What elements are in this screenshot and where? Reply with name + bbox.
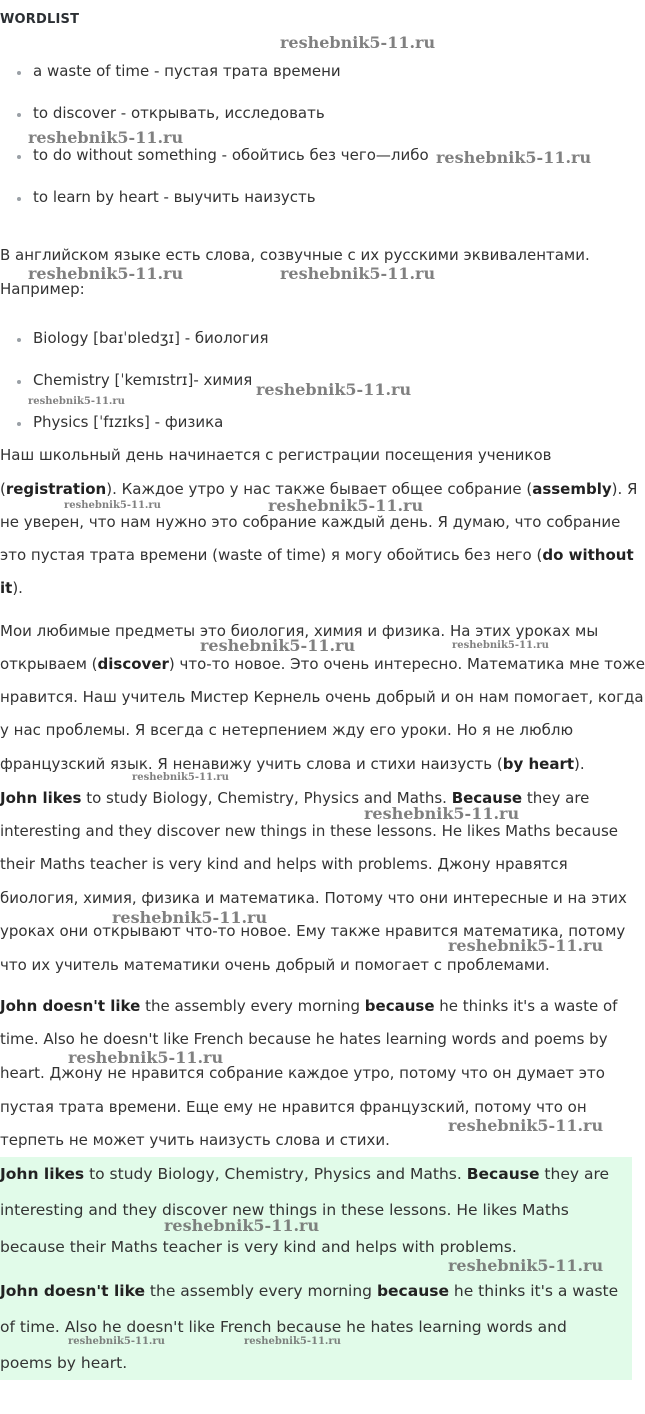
keyword: discover (97, 655, 169, 673)
watermark: reshebnik5-11.ru (364, 804, 520, 823)
text-span: ). (574, 755, 585, 773)
text-line: interesting and they discover new things in these lessons. He likes Maths because (0, 822, 619, 840)
bullet-icon (17, 380, 21, 384)
text-line (0, 997, 617, 1015)
wordlist-item: to discover - открывать, исследовать (33, 104, 325, 122)
text-line: терпеть не может учить наизусть слова и стихи. (0, 1131, 390, 1149)
watermark: reshebnik5-11.ru (256, 380, 412, 399)
text-line (0, 655, 645, 673)
watermark: reshebnik5-11.ru (112, 908, 268, 927)
keyword: Because (466, 1165, 540, 1183)
watermark: reshebnik5-11.ru (280, 264, 436, 283)
text-line: у нас проблемы. Я всегда с нетерпением жду его уроки. Но я не люблю (0, 721, 574, 739)
keyword: by heart (502, 755, 575, 773)
watermark: reshebnik5-11.ru (164, 1216, 320, 1235)
keyword: John likes (0, 789, 82, 807)
bullet-icon (17, 155, 21, 159)
keyword: it (0, 579, 13, 597)
wordlist-heading: WORDLIST (0, 12, 80, 27)
keyword: because (376, 1282, 449, 1300)
text-line: Наш школьный день начинается с регистрации посещения учеников (0, 446, 552, 464)
text-line (0, 579, 23, 597)
keyword: because (364, 997, 435, 1015)
text-span: ). Каждое утро у нас также бывает общее собрание ( (106, 480, 533, 498)
wordlist-item: to learn by heart - выучить наизусть (33, 188, 316, 206)
bullet-icon (17, 338, 21, 342)
text-span: ) что-то новое. Это очень интересно. Математика мне тоже (168, 655, 645, 673)
watermark: reshebnik5-11.ru (448, 936, 604, 955)
keyword: John likes (0, 1165, 85, 1183)
watermark: reshebnik5-11.ru (436, 148, 592, 167)
cognate-item: Physics [ˈfɪzɪks] - физика (33, 413, 224, 431)
text-line: уроках они открывают что-то новое. Ему также нравится математика, потому (0, 922, 626, 940)
text-span: это пустая трата времени (waste of time) я могу обойтись без него ( (0, 546, 543, 564)
keyword: registration (5, 480, 107, 498)
text-line (0, 546, 634, 564)
watermark: reshebnik5-11.ru (244, 1336, 341, 1347)
bullet-icon (17, 197, 21, 201)
text-span: he thinks it's a waste of (434, 997, 618, 1015)
watermark: reshebnik5-11.ru (28, 128, 184, 147)
text-span: to study Biology, Chemistry, Physics and Maths. (84, 1165, 467, 1183)
text-span: открываем ( (0, 655, 98, 673)
text-line: пустая трата времени. Еще ему не нравится французский, потому что он (0, 1098, 587, 1116)
wordlist-item: a waste of time - пустая трата времени (33, 62, 341, 80)
watermark: reshebnik5-11.ru (28, 396, 125, 407)
text-span: the assembly every morning (140, 997, 365, 1015)
watermark: reshebnik5-11.ru (28, 264, 184, 283)
text-line: poems by heart. (0, 1354, 128, 1372)
watermark: reshebnik5-11.ru (68, 1336, 165, 1347)
cognates-intro-example: Например: (0, 280, 85, 298)
bullet-icon (17, 422, 21, 426)
text-span: to study Biology, Chemistry, Physics and Maths. (81, 789, 452, 807)
text-line: heart. Джону не нравится собрание каждое утро, потому что он думает это (0, 1064, 605, 1082)
keyword: Because (451, 789, 523, 807)
wordlist-item: to do without something - обойтись без чего—либо (33, 146, 429, 164)
cognate-item: Biology [baɪˈɒledʒɪ] - биология (33, 329, 269, 347)
text-line (0, 1165, 609, 1183)
text-span: ( (0, 480, 6, 498)
watermark: reshebnik5-11.ru (452, 640, 549, 651)
keyword: do without (542, 546, 634, 564)
watermark: reshebnik5-11.ru (200, 636, 356, 655)
text-span: they are (522, 789, 590, 807)
text-line: interesting and they discover new things in these lessons. He likes Maths (0, 1201, 569, 1219)
watermark: reshebnik5-11.ru (448, 1256, 604, 1275)
text-span: the assembly every morning (144, 1282, 377, 1300)
text-line: биология, химия, физика и математика. Потому что они интересные и на этих (0, 889, 627, 907)
text-span: ). (12, 579, 23, 597)
text-line: не уверен, что нам нужно это собрание каждый день. Я думаю, что собрание (0, 513, 621, 531)
watermark: reshebnik5-11.ru (268, 496, 424, 515)
text-span: ). Я (611, 480, 638, 498)
bullet-icon (17, 113, 21, 117)
watermark: reshebnik5-11.ru (64, 500, 161, 511)
text-span: they are (539, 1165, 610, 1183)
cognate-item: Chemistry [ˈkemɪstrɪ]- химия (33, 371, 253, 389)
bullet-icon (17, 71, 21, 75)
watermark: reshebnik5-11.ru (68, 1048, 224, 1067)
text-line (0, 1282, 618, 1300)
watermark: reshebnik5-11.ru (448, 1116, 604, 1135)
text-line: что их учитель математики очень добрый и помогает с проблемами. (0, 956, 550, 974)
keyword: John doesn't like (0, 997, 141, 1015)
text-line: of time. Also he doesn't like French because he hates learning words and (0, 1318, 567, 1336)
keyword: John doesn't like (0, 1282, 145, 1300)
cognates-intro: В английском языке есть слова, созвучные с их русскими эквивалентами. (0, 246, 590, 264)
text-line: because their Maths teacher is very kind and helps with problems. (0, 1238, 517, 1256)
text-line (0, 755, 585, 773)
text-span: французский язык. Я ненавижу учить слова и стихи наизусть ( (0, 755, 503, 773)
keyword: assembly (532, 480, 612, 498)
text-line: нравится. Наш учитель Мистер Кернель очень добрый и он нам помогает, когда (0, 688, 644, 706)
text-line: their Maths teacher is very kind and helps with problems. Джону нравятся (0, 855, 568, 873)
text-line: Мои любимые предметы это биология, химия и физика. На этих уроках мы (0, 622, 599, 640)
watermark: reshebnik5-11.ru (132, 772, 229, 783)
text-line: time. Also he doesn't like French because he hates learning words and poems by (0, 1030, 608, 1048)
watermark: reshebnik5-11.ru (280, 33, 436, 52)
text-span: he thinks it's a waste (448, 1282, 619, 1300)
